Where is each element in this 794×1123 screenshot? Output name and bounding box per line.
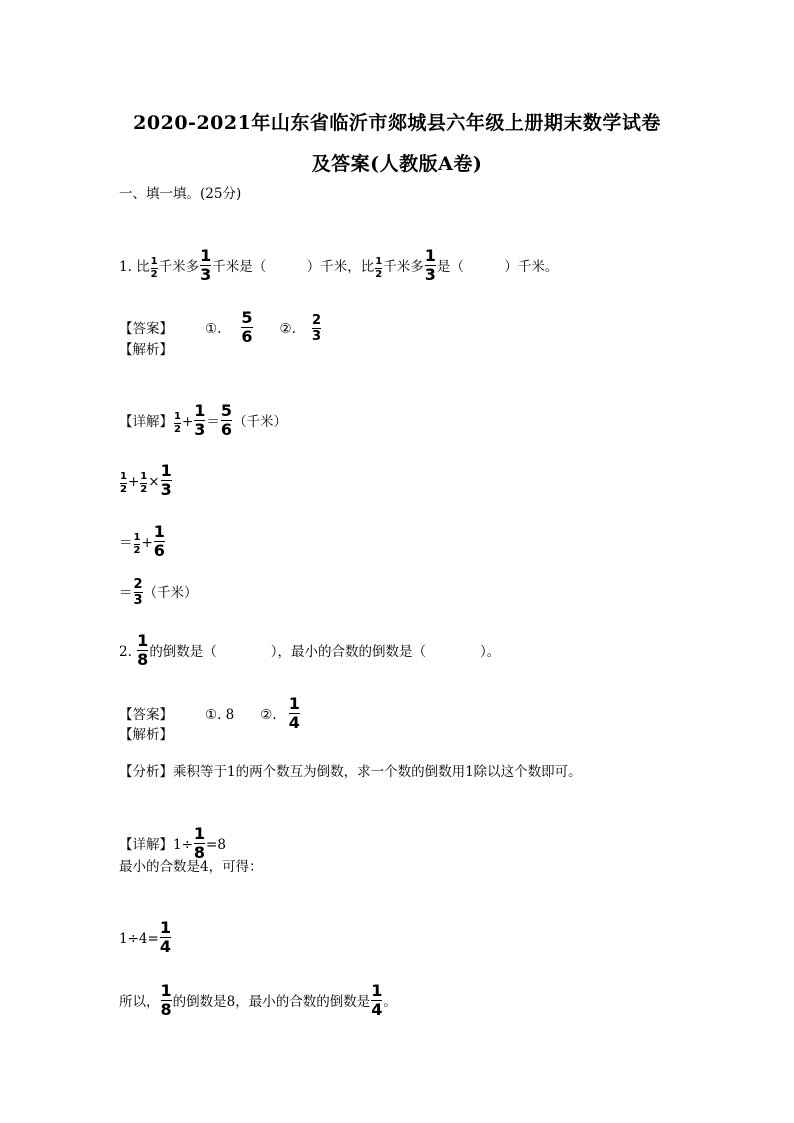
operator: +	[127, 474, 140, 491]
fraction	[140, 472, 147, 495]
denominator: 3	[424, 265, 436, 284]
operator: ＝	[206, 414, 220, 431]
document-title-line1: 2020-2021年山东省临沂市郯城县六年级上册期末数学试卷	[133, 112, 661, 134]
detail-label: 【详解】	[119, 837, 173, 854]
question-number: 1.	[119, 259, 137, 276]
denominator: 3	[194, 420, 206, 439]
numerator: 1	[140, 470, 148, 482]
conclusion-text: 的倒数是8，最小的合数的倒数是	[172, 994, 371, 1011]
question-text: 比	[136, 259, 150, 276]
fraction	[120, 472, 127, 495]
analysis-label: 【解析】	[119, 342, 173, 358]
fraction	[134, 533, 141, 556]
denominator: 2	[133, 544, 141, 556]
answer-label: 【答案】	[119, 707, 173, 724]
denominator: 6	[220, 420, 233, 439]
numerator: 2	[133, 577, 143, 592]
denominator: 4	[371, 1000, 383, 1019]
fraction	[371, 983, 382, 1018]
detail-label: 【详解】	[119, 414, 173, 431]
composite-line: 最小的合数是4，可得：	[119, 859, 263, 875]
fraction	[312, 314, 321, 343]
fraction	[200, 248, 211, 283]
denominator: 8	[160, 1000, 172, 1019]
detail-equation	[119, 578, 198, 607]
fraction	[154, 524, 165, 559]
operator: ＝	[119, 535, 133, 552]
numerator: 1	[371, 981, 383, 1000]
fraction	[375, 257, 382, 280]
denominator: 3	[200, 265, 212, 284]
denominator: 3	[160, 480, 172, 499]
question-2	[119, 633, 500, 668]
fraction	[151, 257, 158, 280]
question-text: 千米是（ ）千米，比	[212, 259, 375, 276]
denominator: 2	[140, 483, 148, 495]
numerator: 1	[159, 918, 171, 937]
question-text: 是（ ）千米。	[436, 259, 559, 276]
conclusion-text: 。	[383, 994, 397, 1011]
numerator: 1	[133, 531, 141, 543]
numerator: 1	[160, 461, 172, 480]
fraction	[174, 412, 181, 435]
numerator: 1	[200, 246, 212, 265]
operator: ＝	[119, 584, 133, 601]
denominator: 2	[174, 423, 181, 435]
fraction	[221, 403, 232, 438]
question-text: 千米多	[158, 259, 200, 276]
fraction	[289, 696, 300, 731]
detail-equation	[119, 463, 173, 498]
answer-item: ②.	[279, 321, 296, 338]
detail-equation	[119, 524, 166, 559]
question-number: 2.	[119, 644, 137, 661]
operator: 1÷	[173, 837, 193, 854]
fraction	[425, 248, 436, 283]
fraction	[134, 578, 143, 607]
denominator: 2	[375, 268, 383, 280]
fraction	[194, 403, 205, 438]
result: =8	[206, 837, 226, 854]
fraction	[137, 633, 148, 668]
numerator: 1	[160, 981, 172, 1000]
answer-line	[119, 696, 301, 731]
answer-item: ②.	[260, 707, 277, 724]
answer-label: 【答案】	[119, 321, 173, 338]
detail-equation	[119, 826, 226, 861]
conclusion-line	[119, 983, 397, 1018]
fraction	[161, 463, 172, 498]
operator: +	[141, 535, 153, 552]
answer-item: ①.	[205, 321, 222, 338]
numerator: 1	[194, 401, 206, 420]
fraction	[241, 310, 252, 345]
fraction	[194, 826, 205, 861]
denominator: 3	[311, 329, 321, 345]
numerator: 5	[241, 308, 253, 327]
question-1	[119, 248, 558, 283]
denominator: 4	[159, 937, 171, 956]
fraction	[161, 983, 172, 1018]
question-text: 千米多	[383, 259, 424, 276]
analysis-label: 【解析】	[119, 727, 173, 743]
denominator: 2	[120, 483, 127, 495]
denominator: 6	[153, 541, 165, 560]
unit: （千米）	[233, 414, 288, 431]
numerator: 1	[150, 255, 158, 267]
numerator: 2	[311, 313, 321, 329]
numerator: 1	[288, 694, 300, 713]
denominator: 8	[137, 650, 149, 669]
denominator: 3	[133, 593, 143, 608]
unit: （千米）	[143, 584, 198, 601]
document-title-line2: 及答案(人教版A卷)	[311, 153, 483, 175]
question-text: 的倒数是（ ），最小的合数的倒数是（ ）。	[149, 644, 501, 661]
denominator: 4	[288, 713, 300, 732]
numerator: 1	[424, 246, 436, 265]
denominator: 6	[241, 327, 253, 346]
numerator: 1	[174, 410, 181, 422]
numerator: 5	[220, 401, 233, 420]
detail-equation	[119, 920, 172, 955]
conclusion-text: 所以，	[119, 994, 160, 1011]
numerator: 1	[120, 470, 127, 482]
operator: +	[181, 414, 194, 431]
fraction	[160, 920, 171, 955]
numerator: 1	[153, 522, 165, 541]
denominator: 2	[150, 268, 158, 280]
detail-equation	[119, 403, 287, 438]
answer-line	[119, 310, 322, 345]
section-heading: 一、填一填。(25分)	[119, 186, 242, 202]
denominator: 8	[193, 843, 206, 862]
numerator: 1	[193, 824, 206, 843]
answer-item: ①. 8	[205, 707, 235, 724]
numerator: 1	[375, 255, 383, 267]
numerator: 1	[137, 631, 149, 650]
analysis-text: 【分析】乘积等于1的两个数互为倒数，求一个数的倒数用1除以这个数即可。	[119, 764, 582, 780]
operator: ×	[148, 474, 160, 491]
operator: 1÷4=	[119, 931, 159, 948]
